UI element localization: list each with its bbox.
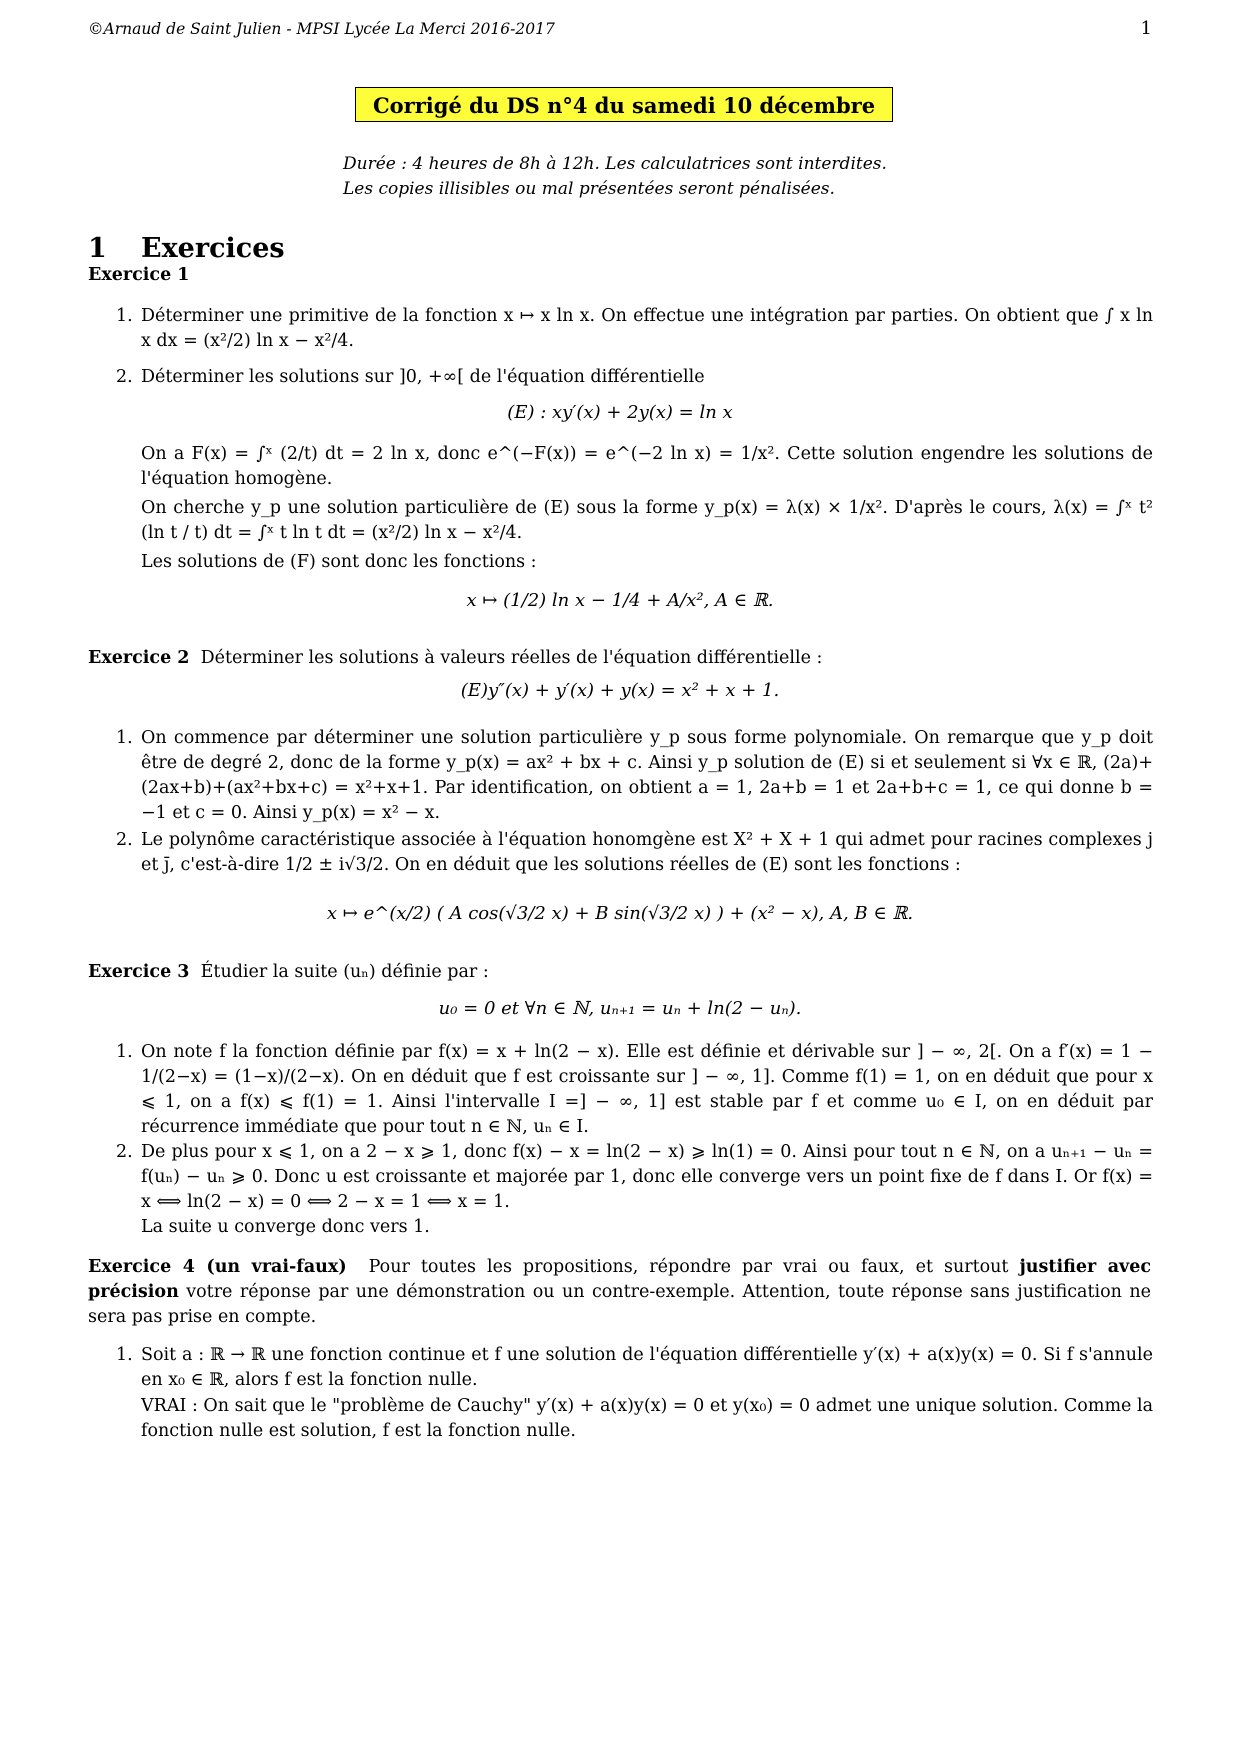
section-number: 1 <box>88 233 107 264</box>
exam-note <box>343 152 887 202</box>
ex3-q2-number: 2. <box>116 1142 133 1162</box>
ex3-q1-number: 1. <box>116 1042 133 1062</box>
exam-note-line-2: Les copies illisibles ou mal présentées seront pénalisées. <box>343 179 835 199</box>
ex1-q1-text: Déterminer une primitive de la fonction x ↦ x ln x. On effectue une intégration par parties. On obtient que ∫ x ln x dx = (x²/2) ln x − x²/4. <box>141 306 1153 351</box>
ex4-intro-a: Pour toutes les propositions, répondre par vrai ou faux, et surtout <box>368 1257 1009 1277</box>
ex1-solution: x ↦ (1/2) ln x − 1/4 + A/x², A ∈ ℝ. <box>466 590 774 611</box>
ex2-equation: (E)y″(x) + y′(x) + y(x) = x² + x + 1. <box>460 680 780 701</box>
page-number: 1 <box>1140 18 1152 39</box>
running-header: ©Arnaud de Saint Julien - MPSI Lycée La Merci 2016-2017 <box>88 20 555 38</box>
ex4-q1-answer <box>116 1394 1153 1444</box>
ex4-q1-text: Soit a : ℝ → ℝ une fonction continue et f une solution de l'équation différentielle y′(x) + a(x)y(x) = 0. Si f s'annule en x₀ ∈ ℝ, alors f est la fonction nulle. <box>141 1345 1153 1390</box>
ex2-question-2 <box>116 828 1153 878</box>
ex3-question-2 <box>116 1140 1153 1215</box>
ex2-question-1 <box>116 726 1153 826</box>
ex1-question-1 <box>116 304 1153 354</box>
section-title: Exercices <box>141 233 285 264</box>
ex4-title: Exercice 4 (un vrai-faux) <box>88 1257 347 1277</box>
ex1-q2-p1-text: On a F(x) = ∫ˣ (2/t) dt = 2 ln x, donc e^(−F(x)) = e^(−2 ln x) = 1/x². Cette solution engendre les solutions de l'équation homogène. <box>141 444 1153 489</box>
ex1-equation: (E) : xy′(x) + 2y(x) = ln x <box>507 402 733 423</box>
ex3-conclusion <box>116 1215 1153 1240</box>
document-title: Corrigé du DS n°4 du samedi 10 décembre <box>355 87 893 122</box>
ex1-q2-text: Déterminer les solutions sur ]0, +∞[ de l'équation différentielle <box>141 367 705 387</box>
ex3-question-1 <box>116 1040 1153 1140</box>
ex1-q2-p2-text: On cherche y_p une solution particulière de (E) sous la forme y_p(x) = λ(x) × 1/x². D'après le cours, λ(x) = ∫ˣ t² (ln t / t) dt = ∫ˣ t ln t dt = (x²/2) ln x − x²/4. <box>141 498 1153 543</box>
ex2-q1-text: On commence par déterminer une solution particulière y_p sous forme polynomiale. On remarque que y_p doit être de degré 2, donc de la forme y_p(x) = ax² + bx + c. Ainsi y_p solution de (E) si et seulement si ∀x ∈ ℝ, (2a)+(2ax+b)+(ax²+bx+c) = x²+x+1. Par identification, on obtient a = 1, 2a+b = 1 et 2a+b+c = 1, ce qui donne b = −1 et c = 0. Ainsi y_p(x) = x² − x. <box>141 728 1153 823</box>
ex2-q2-number: 2. <box>116 830 133 850</box>
ex2-header <box>88 646 1151 671</box>
ex1-question-2 <box>116 365 1153 390</box>
ex3-header <box>88 960 1151 985</box>
exam-note-line-1: Durée : 4 heures de 8h à 12h. Les calculatrices sont interdites. <box>343 154 887 174</box>
ex4-q1-answer-text: VRAI : On sait que le "problème de Cauchy" y′(x) + a(x)y(x) = 0 et y(x₀) = 0 admet une unique solution. Comme la fonction nulle est solution, f est la fonction nulle. <box>141 1396 1153 1441</box>
ex1-q1-number: 1. <box>116 306 133 326</box>
ex1-q2-p3-text: Les solutions de (F) sont donc les fonctions : <box>141 552 537 572</box>
ex4-question-1 <box>116 1343 1153 1393</box>
ex4-intro-b: votre réponse par une démonstration ou un contre-exemple. Attention, toute réponse sans justification ne sera pas prise en compte. <box>88 1282 1151 1327</box>
ex4-intro-bold: justifier avec précision <box>88 1257 1151 1302</box>
ex2-q1-number: 1. <box>116 728 133 748</box>
ex2-q2-text: Le polynôme caractéristique associée à l'équation honomgène est X² + X + 1 qui admet pour racines complexes j et j̄, c'est-à-dire 1/2 ± i√3/2. On en déduit que les solutions réelles de (E) sont les fonctions : <box>141 830 1153 875</box>
ex3-q1-text: On note f la fonction définie par f(x) = x + ln(2 − x). Elle est définie et dérivable sur ] − ∞, 2[. On a f′(x) = 1 − 1/(2−x) = (1−x)/(2−x). On en déduit que f est croissante sur ] − ∞, 1]. Comme f(1) = 1, on en déduit que pour x ⩽ 1, on a f(x) ⩽ f(1) = 1. Ainsi l'intervalle I =] − ∞, 1] est stable par f et comme u₀ ∈ I, on en déduit par récurrence immédiate que pour tout n ∈ ℕ, uₙ ∈ I. <box>141 1042 1153 1137</box>
ex2-solution: x ↦ e^(x/2) ( A cos(√3/2 x) + B sin(√3/2 x) ) + (x² − x), A, B ∈ ℝ. <box>326 903 914 924</box>
ex1-q2-paragraph-1 <box>116 442 1153 492</box>
ex3-equation: u₀ = 0 et ∀n ∈ ℕ, uₙ₊₁ = uₙ + ln(2 − uₙ). <box>438 998 802 1019</box>
ex3-q2-text: De plus pour x ⩽ 1, on a 2 − x ⩾ 1, donc f(x) − x = ln(2 − x) ⩾ ln(1) = 0. Ainsi pour tout n ∈ ℕ, on a uₙ₊₁ − uₙ = f(uₙ) − uₙ ⩾ 0. Donc u est croissante et majorée par 1, donc elle converge vers un point fixe de f dans I. Or f(x) = x ⟺ ln(2 − x) = 0 ⟺ 2 − x = 1 ⟺ x = 1. <box>141 1142 1153 1212</box>
ex2-intro: Déterminer les solutions à valeurs réelles de l'équation différentielle : <box>200 648 823 668</box>
ex4-header <box>88 1255 1151 1330</box>
ex1-q2-paragraph-2 <box>116 496 1153 546</box>
ex2-title: Exercice 2 <box>88 648 190 668</box>
ex3-conclusion-text: La suite u converge donc vers 1. <box>141 1217 430 1237</box>
section-heading <box>88 233 285 264</box>
ex3-title: Exercice 3 <box>88 962 190 982</box>
ex1-title: Exercice 1 <box>88 265 190 285</box>
ex3-intro: Étudier la suite (uₙ) définie par : <box>200 962 489 982</box>
ex1-q2-paragraph-3 <box>116 550 1153 575</box>
ex1-q2-number: 2. <box>116 367 133 387</box>
ex4-q1-number: 1. <box>116 1345 133 1365</box>
